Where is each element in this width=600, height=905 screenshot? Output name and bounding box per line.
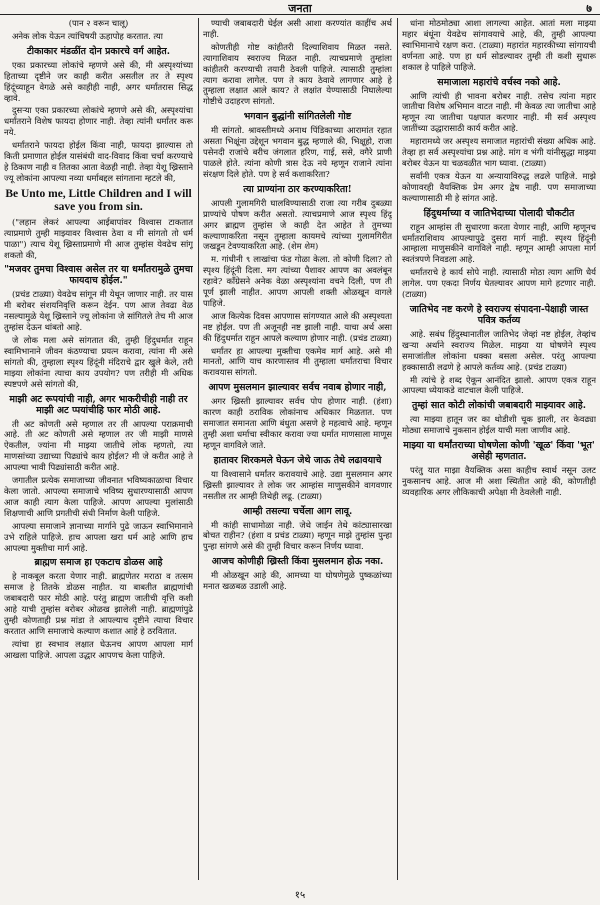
subheading: समाजाला महारांचे वर्चस्व नको आहे. <box>437 76 561 88</box>
continuation-note: (पान २ वरून चालू) <box>68 18 129 28</box>
paragraph: जे लोक मला असे सांगतात की, तुम्ही हिंदुधर्मात राहून स्वामिभानाने जीवन कंठण्याचा प्रयत्न करावा, त्यांना मी असे सांगतो की, तुम्हाला स्पृश्य हिंदूंनी मंदिराचे द्वार खुले केले, तरी माझ्या लोकांना त्याचा काय उपयोग? पण तरीही मी अधिक स्पष्टपणे असे सांगतो की, <box>4 335 193 389</box>
paragraph: जगातील प्रत्येक समाजाच्या जीवनात भविष्यकाळाचा विचार केला जातो. आपल्या समाजाचे भविष्य सुधारण्यासाठी आपण आज काही त्याग केला पाहिजे. आपण आपल्या मुलांसाठी शिक्षणाची आणि प्रगतीची संधी निर्माण केली पाहिजे. <box>4 475 193 518</box>
paragraph: ("लहान लेकरं आपल्या आईबापांवर विश्वास टाकतात त्याप्रमाणे तुम्ही माझ्यावर विश्वास ठेवा व मी सांगतो तो धर्म पाळा") त्याच येशू ख्रिस्ताप्रमाणे मी आज तुम्हांस येवढेच सांगू शकतो की, <box>4 216 193 260</box>
paragraph: म. गांधीनी ९ लाखांचा फंड गोळा केला. तो कोणी दिला? तो स्पृश्य हिंदूंनी दिला. मग त्यांच्या पैशावर आपण का अवलंबून रहावे? काँग्रेसने अनेक वेळा अस्पृश्यांना वचने दिली, पण ती पूर्ण झाली नाहीत. आपण आपली शक्ती ओळखून वागले पाहिजे. <box>203 254 392 308</box>
paragraph: त्यांचा हा स्वभाव लक्षात घेऊनच आपण आपला मार्ग आखला पाहिजे. आपला उद्धार आपणच केला पाहिजे. <box>4 638 193 660</box>
english-quote: Be Unto me, Little Children and I will save you from sin. <box>5 187 192 213</box>
paragraph: एका प्रकारच्या लोकांचे म्हणणे असे की, मी अस्पृश्यांच्या हिताच्या दृष्टीने जर काही करीत असतील तर ते स्पृश्य हिंदूंच्याहून वेगळे असे काहीही नाही, अगर धर्मांतरास सिद्ध व्हावे. <box>4 59 193 103</box>
subheading: त्या प्राण्यांना ठार करण्याकरिता! <box>243 183 352 195</box>
paragraph: ण्याची जबाबदारी घेईल असी आशा करण्यांत काहींच अर्थ नाही. <box>203 18 392 39</box>
paragraph: कोणतीही गोष्ट कांहीतरी दिल्याशिवाय मिळत नसते. त्यागाशिवाय स्वराज्य मिळत नाही. त्याचप्रमाणे तुम्हांला कांहीतरी करण्याची तयारी ठेवली पाहिजे. त्यासाठी तुम्हांला त्याग करावा लागेल. पण ते काय ठेवावे लागणार आहे हे तुम्हाला लक्षात आले काय? ते लक्षांत येण्यासाठी निघालेल्या गोष्टीचे उदाहरण सांगतो. <box>203 41 392 107</box>
paragraph: दुसऱ्या एका प्रकारच्या लोकांचे म्हणणे असे की, अस्पृश्यांचा धर्मांतराने विशेष फायदा होणार नाही. तेव्हा त्यांनी धर्मांतर करू नये. <box>4 105 193 138</box>
column-2 <box>203 18 392 878</box>
column-1 <box>4 18 193 878</box>
column-divider <box>397 18 398 880</box>
subheading: भगवान बुद्धांनी सांगितलेली गोष्ट <box>243 111 352 123</box>
paragraph: मी सांगतो. श्रावस्तीमध्ये अनाथ पिंडिकाच्या आरामांत रहात असता भिक्षूंना उद्देशून भगवान बुद्ध म्हणाले की, भिक्षूहो, राजा पसेनदी राजांचे बरीच जंगलात हरिण, गाई, ससे, वगैरे प्राणी पाळले होते. त्यांना कोणी त्रास देऊ नये म्हणून राजाने त्यांना संरक्षण दिले होते. पण हे सर्व कशाकरिता? <box>203 125 392 179</box>
newspaper-title: जनता <box>288 2 312 15</box>
paragraph: त्या माझ्या हातून जर का थोडीशी चूक झाली, तर केवढ्या मोठ्या समाजाचे नुकसान होईल याची मला जाणीव आहे. <box>402 414 596 436</box>
paragraph: आज कित्येक दिवस आपणास सांगण्यात आले की अस्पृश्यता नष्ट होईल. पण ती अजूनही नष्ट झाली नाही. याचा अर्थ असा की हिंदुधर्मात राहून आपले कल्याण होणार नाही. (प्रचंड टाळ्या) <box>203 310 392 343</box>
subheading: ब्राह्मण समाज हा एकटाच डोळस आहे <box>34 557 163 569</box>
header-page-number: ७ <box>586 2 592 15</box>
paragraph: आपली गुलामगिरी घालविण्यासाठी राजा त्या गरीब दुबळ्या प्राण्यांचे पोषण करीत असतो. त्याचप्रमाणे आज स्पृश्य हिंदू अगर ब्राह्मण तुम्हांस जे काही देत आहेत ते तुमच्या कल्याणाकरिता नसून तुम्हाला कायमचे त्यांच्या गुलामगिरीत जखडून टेवण्याकरिता आहे. (शेम शेम) <box>203 197 392 252</box>
paragraph: धर्मांतराने फायदा होईल किंवा नाही, फायदा झाल्यास तो किती प्रमाणात होईल यासंबंधी वाद-विवाद किंवा चर्चा करण्याचे हे ठिकाण नाही व तितका आता वेळही नाही. तेव्हा येशू ख्रिस्ताने ज्यू लोकांना आपल्या नव्या धर्माबद्दल सांगताना म्हटले की, <box>4 140 193 183</box>
subheading: आपण मुसलमान झाल्यावर सर्वच नवाब होणार नाही, <box>208 382 387 394</box>
paragraph: अनेक लोक येऊन त्यांचिषयी ऊहापोह करतात. त्या <box>12 30 163 41</box>
paragraph: (प्रचंड टाळ्या) येवढेच सांगून मी येथून जाणार नाही. तर यास मी बरोबर संशयनिवृत्ति करून देईन. पण आज तेवढा वेळ नसल्यामुळे येशू ख्रिस्ताने ज्यू लोकांना जे सांगितले तेच मी आज तुम्हांस देऊन थांबतो आहे. <box>4 289 193 333</box>
paragraph: धर्मांतर हा आपल्या मुक्तीचा एकमेव मार्ग आहे. असे मी मानतो, आणि याच कारणास्तव मी तुम्हाला धर्मांतराचा विचार करावयास सांगतो. <box>203 345 392 378</box>
paragraph: या विश्वासाने धर्मांतर करावयाचे आहे. उद्या मुसलमान अगर ख्रिस्ती झाल्यावर ते लोक जर आम्हांस माणुसकीने वागवणार नसतील तर आम्ही तिथेही लढू. (टाळ्या) <box>203 468 392 501</box>
paragraph: परंतु यात माझा वैयक्तिक असा काहीच स्वार्थ नसून उलट नुकसानच आहे. आज मी अशा स्थितीत आहे की, कोणतीही व्यवहारिक अगर लौकिकाची अपेक्षा मी ठेवलेली नाही. <box>402 465 596 497</box>
paragraph: मी ओळखून आहे की, आमच्या या घोषणेमुळे पुष्कळांच्या मनात खळबळ उडाली आहे. <box>203 570 392 592</box>
paragraph: आहे. सबंध हिंदुस्थानातील जातिभेद जेव्हां नष्ट होईल, तेव्हांच खऱ्या अर्थाने स्वराज्य मिळेल. माझ्या या घोषणेने स्पृश्य समाजांतील लोकांना धक्का बसला असेल. परंतु आपल्या हक्कासाठी लढणे हे आपले कर्तव्य आहे. (प्रचंड टाळ्या) <box>402 328 596 372</box>
column-divider <box>198 18 199 880</box>
column-3 <box>402 18 596 878</box>
paragraph: हे नाकबूल करता येणार नाही. ब्राह्मणेतर मराठा व तत्सम समाज हे तितके डोळस नाहीत. या बाबतीत ब्राह्मणांची जबाबदारी फार मोठी आहे. परंतु ब्राह्मण जातीची वृत्ति कशी आहे याची तुम्हांस बरोबर ओळख झालेली नाही. ब्राह्मणांपुढे तुम्ही कोणताही प्रश्न मांडा ते आपल्याच दृष्टीने त्याचा विचार करतात आणि समाजाचे कल्याण कशात आहे हे ठरवितात. <box>4 571 193 636</box>
subheading: आजच कोणीही ख्रिस्ती किंवा मुसलमान होऊ नका. <box>211 556 384 568</box>
subheading: माझ्या या धर्मांतराच्या घोषणेला कोणी 'खूळ' किंवा 'भूत' असेही म्हणतात. <box>403 440 595 463</box>
paragraph: ती अट कोणती असे म्हणाल तर ती आपल्या पराक्रमाची आहे. ती अट कोणती असे म्हणाल तर जी माझी माणसे ऐकतील, ज्यांना मी माझ्या जातीचे लोक म्हणतो, त्या माणसांच्या उद्याच्या पिढ्यांचे काय होईल? मी जे करीत आहे ते आपल्या भावी पिढ्यांसाठी करीत आहे. <box>4 418 193 473</box>
masthead <box>0 0 600 15</box>
paragraph: धांना मोठमोठ्या आशा लागल्या आहेत. आतां मला माझ्या महार बंधूंना येवढेच सांगावयाचे आहे, की, तुम्ही आपल्या स्वाभिमानाचे रक्षण करा. (टाळ्या) महारांत महारकीच्या सांगायची वर्णनता आहे. पण हा धर्म सोडल्यावर तुम्ही ती कशी सुधारू शकाल हे पाहिले पाहिजे. <box>402 18 596 72</box>
footer-page-number: १५ <box>294 890 306 901</box>
paragraph: धर्मांतराचे हे कार्य सोपे नाही. त्यासाठी मोठा त्याग आणि धैर्य लागेल. पण एकदा निर्णय घेतल्यावर आपण मागे हटणार नाही. (टाळ्या) <box>402 267 596 300</box>
subheading: हातावर शिरकमले घेऊन जेथे जाऊ तेथे लढावयाचे <box>213 454 382 466</box>
paragraph: राहून आम्हांस ती सुधारणा करता येणार नाही, आणि म्हणूनच धर्मांतराशिवाय आपल्यापुढे दुसरा मार्ग नाही. स्पृश्य हिंदूंनी आम्हाला माणुसकीने वागविले नाही. म्हणून आम्ही आपला मार्ग स्वतंत्रपणे निवडला आहे. <box>402 221 596 265</box>
paragraph: मी कांही साधामोळा नाही. जेथे जाईन तेथे कांट्यासारखा बोचत राहीन? (हंशा व प्रचंड टाळ्या) म्हणून माझे तुम्हांस पुन्हा पुन्हा सांगणे असे की तुम्ही विचार करून निर्णय घ्यावा. <box>203 519 392 552</box>
subheading: टीकाकार मंडळींत दोन प्रकारचे वर्ग आहेत. <box>26 45 171 57</box>
paragraph: महारामध्ये जर अस्पृश्य समाजात महारांची संख्या अधिक आहे. तेव्हा हा सर्व अस्पृश्यांचा प्रश्न आहे. मांग व भंगी यांनीसुद्धा माझ्या बरोबर येऊन या चळवळीत भाग घ्यावा. (टाळ्या) <box>402 136 596 168</box>
subheading: तुम्हां सात कोटी लोकांची जबाबदारी माझ्यावर आहे. <box>411 400 587 412</box>
paragraph: आपल्या समाजाने ज्ञानाच्या मार्गाने पुढे जाऊन स्वाभिमानाने उभे राहिले पाहिजे. हाच आपला खरा धर्म आहे आणि हाच आपल्या मुक्तीचा मार्ग आहे. <box>4 520 193 553</box>
subheading: हिंदुधर्माच्या व जातिभेदाच्या पोलादी चौकटीत <box>423 207 575 219</box>
subheading: "मजवर तुमचा विश्वास असेल तर या धर्मांतरामुळे तुमचा फायदाच होईल." <box>4 264 193 287</box>
paragraph: आणि त्यांची ही भावना बरोबर नाही. तसेच त्यांना महार जातीचा विशेष अभिमान वाटत नाही. मी केवळ त्या जातीचा आहे म्हणून त्या जातीचा पक्षपात करणार नाही. मी सर्व अस्पृश्य जातींच्या उद्धारासाठी कार्य करीत आहे. <box>402 90 596 134</box>
subheading: आम्ही तसल्या चर्चेला आग लावू. <box>242 505 353 517</box>
subheading: जातिभेद नष्ट करणे हे स्वराज्य संपादना-पेक्षाही जास्त पवित्र कर्तव्य <box>409 303 589 326</box>
subheading: माझी अट रूपयांची नाही, अगर भाकरीचीही नाही तर माझी अट प्पयांचीहि फार मोठी आहे. <box>9 393 188 416</box>
paragraph: सर्वांनी एकत्र येऊन या अन्यायाविरुद्ध लढले पाहिजे. माझे कोणावरही वैयक्तिक प्रेम अगर द्वेष नाही. पण समाजाच्या कल्याणासाठी मी हे सांगत आहे. <box>402 170 596 203</box>
paragraph: मी त्यांचे हे शब्द ऐकून आनंदित झालो. आपण एकत्र राहून आपल्या ध्येयाकडे वाटचाल केली पाहिजे. <box>402 374 596 396</box>
paragraph: अगर ख्रिस्ती झाल्यावर सर्वच पोप होणार नाही. (हंशा) कारण काही ठराविक लोकांनाच अधिकार मिळतात. पण समाजात समानता आणि बंधुता असणे हे महत्वाचे आहे. म्हणून तुम्ही अशा धर्माचा स्वीकार करावा ज्या धर्मात माणसाला माणूस म्हणून वागविले जाते. <box>203 396 392 450</box>
